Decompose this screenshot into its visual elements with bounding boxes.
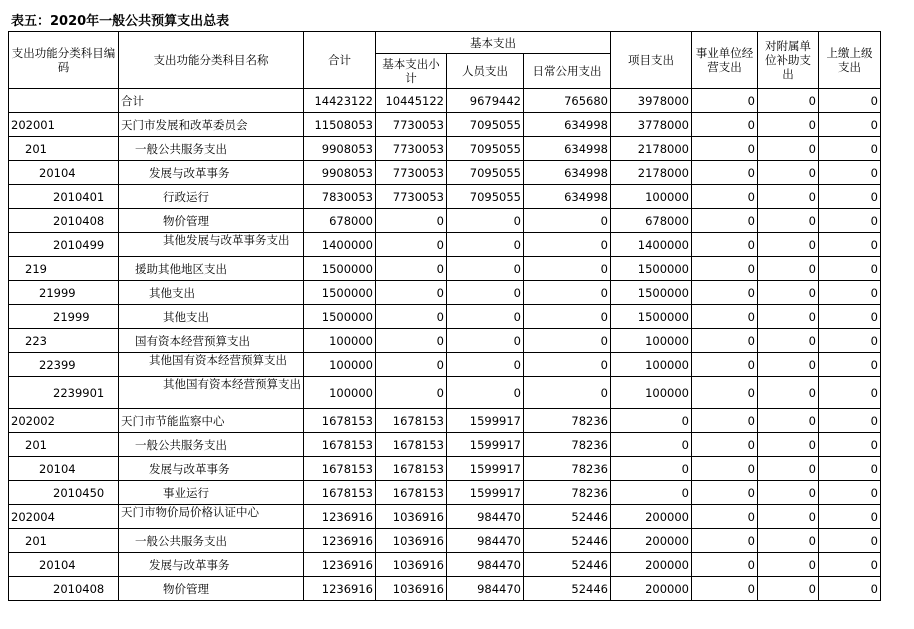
cell-project: 2178000: [611, 137, 692, 161]
cell-project: 200000: [611, 577, 692, 601]
cell-code: 2010499: [9, 233, 119, 257]
cell-subsidy: 0: [758, 481, 819, 505]
cell-name: 国有资本经营预算支出: [119, 329, 304, 353]
cell-business: 0: [692, 457, 758, 481]
cell-subsidy: 0: [758, 305, 819, 329]
cell-basic: 1678153: [376, 409, 447, 433]
cell-name: 其他支出: [119, 281, 304, 305]
cell-upper: 0: [819, 553, 881, 577]
table-row: [9, 553, 881, 577]
cell-total: 1500000: [304, 305, 376, 329]
cell-personnel: 984470: [447, 577, 524, 601]
cell-total: 1500000: [304, 281, 376, 305]
cell-upper: 0: [819, 457, 881, 481]
table-row: [9, 113, 881, 137]
cell-code: 2010408: [9, 209, 119, 233]
cell-business: 0: [692, 529, 758, 553]
cell-project: 0: [611, 457, 692, 481]
cell-daily: 765680: [524, 89, 611, 113]
cell-upper: 0: [819, 529, 881, 553]
budget-table: [8, 31, 881, 601]
cell-personnel: 0: [447, 329, 524, 353]
cell-total: 100000: [304, 377, 376, 409]
cell-name: 一般公共服务支出: [119, 529, 304, 553]
cell-business: 0: [692, 89, 758, 113]
cell-project: 100000: [611, 353, 692, 377]
cell-daily: 78236: [524, 457, 611, 481]
cell-daily: 52446: [524, 505, 611, 529]
cell-code: 219: [9, 257, 119, 281]
cell-daily: 634998: [524, 161, 611, 185]
cell-personnel: 0: [447, 209, 524, 233]
cell-name: 天门市发展和改革委员会: [119, 113, 304, 137]
table-row: [9, 89, 881, 113]
cell-total: 100000: [304, 353, 376, 377]
cell-subsidy: 0: [758, 529, 819, 553]
cell-name: 其他国有资本经营预算支出: [119, 377, 304, 409]
table-row: [9, 577, 881, 601]
cell-total: 1500000: [304, 257, 376, 281]
cell-code: 201: [9, 433, 119, 457]
cell-business: 0: [692, 137, 758, 161]
table-row: [9, 457, 881, 481]
cell-upper: 0: [819, 577, 881, 601]
cell-total: 1678153: [304, 409, 376, 433]
header-personnel: 人员支出: [447, 54, 524, 89]
cell-basic: 7730053: [376, 161, 447, 185]
cell-personnel: 7095055: [447, 113, 524, 137]
table-row: [9, 409, 881, 433]
cell-code: 202002: [9, 409, 119, 433]
cell-total: 678000: [304, 209, 376, 233]
cell-name: 物价管理: [119, 209, 304, 233]
cell-personnel: 1599917: [447, 481, 524, 505]
header-upper: 上缴上级支出: [819, 32, 881, 89]
cell-basic: 7730053: [376, 185, 447, 209]
cell-upper: 0: [819, 257, 881, 281]
cell-total: 1678153: [304, 433, 376, 457]
cell-project: 1500000: [611, 305, 692, 329]
table-row: [9, 529, 881, 553]
cell-personnel: 0: [447, 257, 524, 281]
table-row: [9, 257, 881, 281]
cell-total: 1236916: [304, 577, 376, 601]
cell-daily: 0: [524, 329, 611, 353]
table-row: [9, 281, 881, 305]
header-name: 支出功能分类科目名称: [119, 32, 304, 89]
cell-personnel: 0: [447, 353, 524, 377]
cell-subsidy: 0: [758, 89, 819, 113]
cell-code: 22399: [9, 353, 119, 377]
cell-name: 发展与改革事务: [119, 553, 304, 577]
cell-daily: 52446: [524, 553, 611, 577]
cell-project: 1500000: [611, 257, 692, 281]
header-basic-group: 基本支出: [376, 32, 611, 54]
cell-business: 0: [692, 577, 758, 601]
cell-project: 100000: [611, 377, 692, 409]
table-row: [9, 377, 881, 409]
cell-business: 0: [692, 233, 758, 257]
cell-name: 发展与改革事务: [119, 457, 304, 481]
cell-project: 3778000: [611, 113, 692, 137]
cell-daily: 0: [524, 281, 611, 305]
table-row: [9, 209, 881, 233]
cell-project: 0: [611, 409, 692, 433]
cell-basic: 0: [376, 209, 447, 233]
table-row: [9, 137, 881, 161]
table-row: [9, 433, 881, 457]
table-title: 表五：2020年一般公共预算支出总表: [11, 14, 230, 29]
cell-project: 100000: [611, 185, 692, 209]
cell-upper: 0: [819, 329, 881, 353]
cell-subsidy: 0: [758, 553, 819, 577]
cell-upper: 0: [819, 481, 881, 505]
cell-name: 物价管理: [119, 577, 304, 601]
cell-code: 223: [9, 329, 119, 353]
table-row: [9, 233, 881, 257]
cell-name: 其他国有资本经营预算支出: [119, 353, 304, 377]
cell-upper: 0: [819, 137, 881, 161]
cell-total: 7830053: [304, 185, 376, 209]
cell-subsidy: 0: [758, 353, 819, 377]
cell-code: 21999: [9, 305, 119, 329]
cell-subsidy: 0: [758, 281, 819, 305]
cell-code: 20104: [9, 553, 119, 577]
cell-basic: 0: [376, 305, 447, 329]
cell-total: 14423122: [304, 89, 376, 113]
cell-project: 2178000: [611, 161, 692, 185]
cell-basic: 1678153: [376, 457, 447, 481]
cell-name: 其他发展与改革事务支出: [119, 233, 304, 257]
table-row: [9, 329, 881, 353]
cell-upper: 0: [819, 433, 881, 457]
cell-upper: 0: [819, 409, 881, 433]
cell-upper: 0: [819, 505, 881, 529]
cell-personnel: 7095055: [447, 185, 524, 209]
cell-business: 0: [692, 353, 758, 377]
cell-daily: 0: [524, 353, 611, 377]
cell-basic: 1678153: [376, 433, 447, 457]
cell-subsidy: 0: [758, 185, 819, 209]
cell-basic: 0: [376, 281, 447, 305]
cell-subsidy: 0: [758, 377, 819, 409]
cell-daily: 0: [524, 233, 611, 257]
table-row: [9, 161, 881, 185]
table-body: [9, 89, 881, 601]
cell-total: 9908053: [304, 161, 376, 185]
cell-code: 21999: [9, 281, 119, 305]
cell-personnel: 9679442: [447, 89, 524, 113]
cell-code: 20104: [9, 161, 119, 185]
header-code: 支出功能分类科目编码: [9, 32, 119, 89]
cell-name: 天门市节能监察中心: [119, 409, 304, 433]
cell-basic: 10445122: [376, 89, 447, 113]
cell-subsidy: 0: [758, 257, 819, 281]
cell-total: 1400000: [304, 233, 376, 257]
cell-daily: 78236: [524, 433, 611, 457]
cell-upper: 0: [819, 305, 881, 329]
cell-personnel: 0: [447, 377, 524, 409]
cell-code: 201: [9, 529, 119, 553]
cell-project: 100000: [611, 329, 692, 353]
cell-personnel: 7095055: [447, 137, 524, 161]
cell-basic: 1036916: [376, 529, 447, 553]
cell-code: 20104: [9, 457, 119, 481]
cell-business: 0: [692, 409, 758, 433]
cell-subsidy: 0: [758, 409, 819, 433]
cell-subsidy: 0: [758, 505, 819, 529]
cell-subsidy: 0: [758, 209, 819, 233]
cell-business: 0: [692, 113, 758, 137]
header-subsidy: 对附属单位补助支出: [758, 32, 819, 89]
cell-project: 200000: [611, 505, 692, 529]
cell-project: 3978000: [611, 89, 692, 113]
cell-basic: 0: [376, 233, 447, 257]
cell-daily: 634998: [524, 113, 611, 137]
header-business: 事业单位经营支出: [692, 32, 758, 89]
cell-business: 0: [692, 553, 758, 577]
cell-business: 0: [692, 209, 758, 233]
cell-business: 0: [692, 161, 758, 185]
cell-subsidy: 0: [758, 113, 819, 137]
cell-name: 发展与改革事务: [119, 161, 304, 185]
cell-business: 0: [692, 257, 758, 281]
cell-upper: 0: [819, 161, 881, 185]
cell-daily: 78236: [524, 409, 611, 433]
cell-total: 9908053: [304, 137, 376, 161]
table-row: [9, 185, 881, 209]
cell-business: 0: [692, 185, 758, 209]
cell-project: 678000: [611, 209, 692, 233]
cell-project: 0: [611, 481, 692, 505]
cell-personnel: 984470: [447, 505, 524, 529]
cell-daily: 78236: [524, 481, 611, 505]
cell-upper: 0: [819, 281, 881, 305]
cell-basic: 1036916: [376, 577, 447, 601]
header-total: 合计: [304, 32, 376, 89]
cell-subsidy: 0: [758, 457, 819, 481]
cell-name: 一般公共服务支出: [119, 433, 304, 457]
cell-name: 事业运行: [119, 481, 304, 505]
cell-code: 201: [9, 137, 119, 161]
cell-name: 行政运行: [119, 185, 304, 209]
cell-personnel: 0: [447, 281, 524, 305]
cell-basic: 0: [376, 329, 447, 353]
cell-upper: 0: [819, 185, 881, 209]
cell-name: 一般公共服务支出: [119, 137, 304, 161]
cell-total: 1678153: [304, 457, 376, 481]
cell-code: 2239901: [9, 377, 119, 409]
cell-basic: 1036916: [376, 553, 447, 577]
cell-project: 1500000: [611, 281, 692, 305]
cell-business: 0: [692, 305, 758, 329]
cell-daily: 52446: [524, 577, 611, 601]
cell-business: 0: [692, 505, 758, 529]
cell-subsidy: 0: [758, 329, 819, 353]
cell-subsidy: 0: [758, 137, 819, 161]
cell-upper: 0: [819, 377, 881, 409]
cell-daily: 0: [524, 377, 611, 409]
cell-basic: 0: [376, 353, 447, 377]
cell-total: 1236916: [304, 505, 376, 529]
cell-code: 202004: [9, 505, 119, 529]
cell-name: 其他支出: [119, 305, 304, 329]
cell-subsidy: 0: [758, 161, 819, 185]
table-row: [9, 305, 881, 329]
cell-code: 2010450: [9, 481, 119, 505]
cell-subsidy: 0: [758, 433, 819, 457]
cell-project: 200000: [611, 529, 692, 553]
cell-business: 0: [692, 281, 758, 305]
cell-total: 11508053: [304, 113, 376, 137]
cell-personnel: 0: [447, 305, 524, 329]
cell-daily: 634998: [524, 137, 611, 161]
cell-total: 1236916: [304, 529, 376, 553]
cell-total: 1678153: [304, 481, 376, 505]
cell-project: 200000: [611, 553, 692, 577]
cell-total: 1236916: [304, 553, 376, 577]
cell-business: 0: [692, 377, 758, 409]
cell-name: 援助其他地区支出: [119, 257, 304, 281]
cell-subsidy: 0: [758, 233, 819, 257]
cell-basic: 1036916: [376, 505, 447, 529]
header-project: 项目支出: [611, 32, 692, 89]
cell-basic: 1678153: [376, 481, 447, 505]
cell-personnel: 0: [447, 233, 524, 257]
cell-personnel: 1599917: [447, 433, 524, 457]
cell-code: 2010408: [9, 577, 119, 601]
cell-basic: 7730053: [376, 137, 447, 161]
header-daily: 日常公用支出: [524, 54, 611, 89]
cell-subsidy: 0: [758, 577, 819, 601]
table-row: [9, 481, 881, 505]
cell-upper: 0: [819, 233, 881, 257]
cell-upper: 0: [819, 209, 881, 233]
cell-personnel: 1599917: [447, 457, 524, 481]
cell-total: 100000: [304, 329, 376, 353]
cell-business: 0: [692, 433, 758, 457]
cell-upper: 0: [819, 113, 881, 137]
cell-code: 202001: [9, 113, 119, 137]
cell-code: [9, 89, 119, 113]
cell-daily: 0: [524, 305, 611, 329]
header-basic-sub: 基本支出小计: [376, 54, 447, 89]
cell-code: 2010401: [9, 185, 119, 209]
cell-personnel: 1599917: [447, 409, 524, 433]
cell-basic: 0: [376, 377, 447, 409]
cell-daily: 0: [524, 209, 611, 233]
cell-business: 0: [692, 329, 758, 353]
cell-daily: 634998: [524, 185, 611, 209]
cell-business: 0: [692, 481, 758, 505]
cell-upper: 0: [819, 353, 881, 377]
cell-basic: 7730053: [376, 113, 447, 137]
cell-name: 天门市物价局价格认证中心: [119, 505, 304, 529]
cell-upper: 0: [819, 89, 881, 113]
cell-project: 1400000: [611, 233, 692, 257]
cell-daily: 52446: [524, 529, 611, 553]
table-row: [9, 505, 881, 529]
table-row: [9, 353, 881, 377]
cell-daily: 0: [524, 257, 611, 281]
cell-personnel: 984470: [447, 529, 524, 553]
cell-project: 0: [611, 433, 692, 457]
cell-name: 合计: [119, 89, 304, 113]
cell-personnel: 7095055: [447, 161, 524, 185]
cell-basic: 0: [376, 257, 447, 281]
cell-personnel: 984470: [447, 553, 524, 577]
